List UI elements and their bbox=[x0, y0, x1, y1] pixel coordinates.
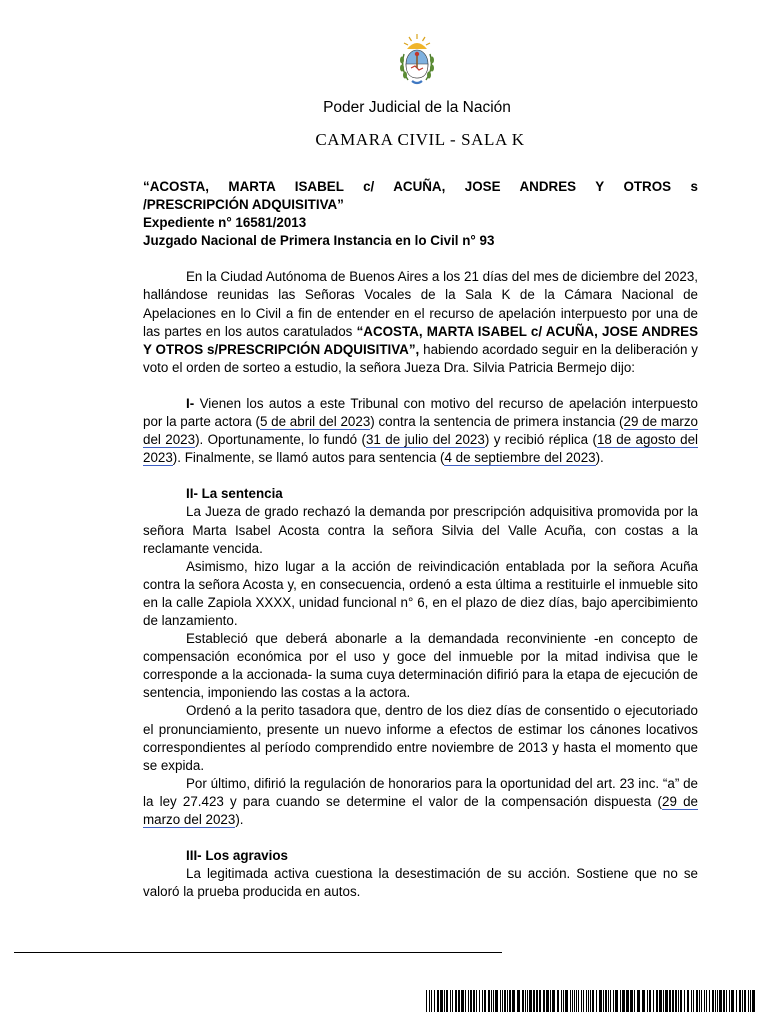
judgment-date-link[interactable]: 29 de marzo del 2023 bbox=[143, 414, 699, 448]
case-caption-line2: /PRESCRIPCIÓN ADQUISITIVA” bbox=[143, 197, 344, 213]
barcode-icon bbox=[426, 990, 756, 1012]
section2-paragraph-4: Ordenó a la perito tasadora que, dentro de los diez días de consentido o ejecutoriado el pronunciamiento, presente un nuevo informe a efectos de estimar los cánones locativos correspondientes al período comprendido entre noviembre de 2013 y hasta el momento que se expida. bbox=[143, 703, 698, 773]
court-name: Poder Judicial de la Nación bbox=[323, 99, 511, 116]
section1-paragraph bbox=[143, 395, 698, 467]
footer-rule bbox=[14, 952, 502, 953]
grounds-date-link[interactable]: 31 de julio del 2023 bbox=[365, 432, 485, 448]
section1-text: ). Oportunamente, lo fundó ( bbox=[195, 432, 366, 448]
section2-paragraph-2: Asimismo, hizo lugar a la acción de reivindicación entablada por la señora Acuña contra la señora Acosta y, en consecuencia, ordenó a esta última a restituirle el inmueble sito en la calle Zapiola XXXX, unidad funcional n° 6, en el plazo de diez días, bajo apercibimiento de lanzamiento. bbox=[143, 558, 698, 628]
case-caption-line1: “ACOSTA, MARTA ISABEL c/ ACUÑA, JOSE ANDRES Y OTROS s bbox=[143, 179, 698, 194]
chamber-title: CAMARA CIVIL - SALA K bbox=[315, 130, 525, 149]
judgment-date-link[interactable]: 29 de marzo del 2023 bbox=[143, 793, 699, 827]
file-number: Expediente n° 16581/2013 bbox=[143, 215, 307, 231]
section1-marker: I- bbox=[186, 395, 195, 411]
reply-date-link[interactable]: 18 de agosto del 2023 bbox=[143, 432, 698, 466]
section2-paragraph-1: La Jueza de grado rechazó la demanda por prescripción adquisitiva promovida por la señora Marta Isabel Acosta contra la señora Silvia del Valle Acuña, con costas a la reclamante vencida. bbox=[143, 504, 698, 556]
appeal-date-link[interactable]: 5 de abril del 2023 bbox=[259, 414, 371, 430]
section2-p5-text: ). bbox=[235, 812, 244, 827]
section1-text: ). bbox=[595, 450, 604, 466]
section1-text: ) y recibió réplica ( bbox=[484, 432, 597, 448]
document-body bbox=[143, 178, 698, 901]
section1-text: ). Finalmente, se llamó autos para sentencia ( bbox=[172, 450, 445, 466]
intro-text-2: habiendo acordado seguir en la deliberación y voto el orden de sorteo a estudio, la señora Jueza Dra. Silvia Patricia Bermejo dijo: bbox=[143, 341, 698, 375]
intro-text-1: En la Ciudad Autónoma de Buenos Aires a los 21 días del mes de diciembre del 2023, hallándose reunidas las Señoras Vocales de la Sala K de la Cámara Nacional de Apelaciones en lo Civil a fin de entender en el recurso de apelación interpuesto por una de las partes en los autos caratulados bbox=[143, 269, 698, 339]
section2-paragraph-3: Estableció que deberá abonarle a la demandada reconviniente -en concepto de compensación económica por el uso y goce del inmueble por la mitad indivisa que le corresponde a la accionada- la suma cuya determinación difirió para la etapa de ejecución de sentencia, imponiendo las costas a la actora. bbox=[143, 631, 698, 701]
section2-p5-text: Por último, difirió la regulación de honorarios para la oportunidad del art. 23 inc. “a” de la ley 27.423 y para cuando se determine el valor de la compensación dispuesta ( bbox=[143, 775, 698, 809]
lower-court: Juzgado Nacional de Primera Instancia en lo Civil n° 93 bbox=[143, 233, 495, 249]
section2-paragraph-5 bbox=[143, 775, 698, 829]
coat-of-arms-icon bbox=[396, 32, 438, 88]
section1-text: ) contra la sentencia de primera instancia ( bbox=[370, 414, 624, 430]
section2-heading: II- La sentencia bbox=[186, 486, 283, 502]
section3-heading: III- Los agravios bbox=[186, 848, 288, 864]
intro-paragraph bbox=[143, 268, 698, 377]
intro-case-name: “ACOSTA, MARTA ISABEL c/ ACUÑA, JOSE ANDRES Y OTROS s/PRESCRIPCIÓN ADQUISITIVA”, bbox=[143, 323, 699, 357]
section3-paragraph-1: La legitimada activa cuestiona la desestimación de su acción. Sostiene que no se valoró la prueba producida en autos. bbox=[143, 866, 698, 900]
ruling-call-date-link[interactable]: 4 de septiembre del 2023 bbox=[444, 450, 596, 466]
section1-text: Vienen los autos a este Tribunal con motivo del recurso de apelación interpuesto por la parte actora ( bbox=[143, 395, 698, 430]
